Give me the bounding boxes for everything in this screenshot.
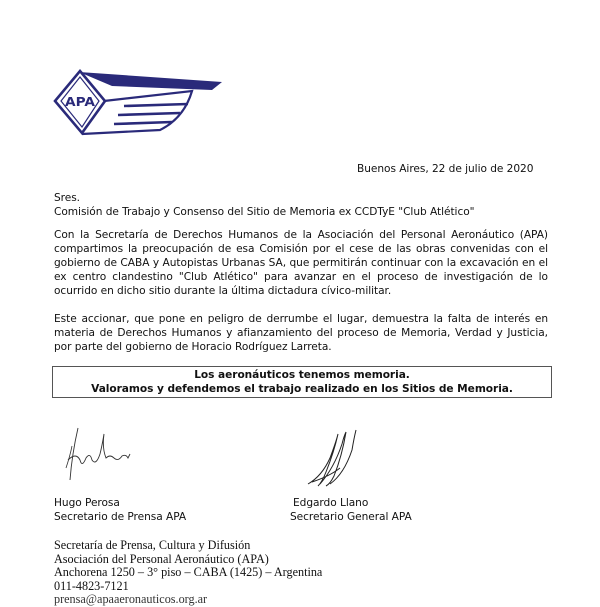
footer-department: Secretaría de Prensa, Cultura y Difusión (54, 538, 251, 552)
footer-phone: 011-4823-7121 (54, 578, 129, 593)
callout-box (52, 366, 552, 398)
letter-date: Buenos Aires, 22 de julio de 2020 (357, 163, 534, 175)
footer-organization: Asociación del Personal Aeronáutico (APA) (54, 551, 269, 566)
signatory-name: Edgardo Llano (293, 497, 369, 509)
callout-line-1: Los aeronáuticos tenemos memoria. (194, 369, 410, 381)
logo-feather-3 (114, 122, 172, 124)
signatory-title: Secretario de Prensa APA (54, 511, 187, 523)
callout-line-2: Valoramos y defendemos el trabajo realizado en los Sitios de Memoria. (91, 383, 513, 395)
signature-edgardo-llano (300, 428, 370, 490)
signatory-block (290, 496, 412, 524)
logo-feather-1 (124, 104, 188, 106)
footer-email: prensa@apaaeronauticos.org.ar (54, 592, 208, 607)
signatory-block (54, 496, 186, 524)
logo-text: APA (65, 95, 96, 109)
logo-wing-bar (79, 72, 222, 90)
signature-hugo-perosa (62, 424, 142, 484)
body-paragraph: Con la Secretaría de Derechos Humanos de la Asociación del Personal Aeronáutico (APA) compartimos la preocupación de esa Comisión por el cese de las obras convenidas con el gobierno de CABA y Autopistas Urbanas SA, que permitirán continuar con la excavación en el ex centro clandestino "Club Atlético" para avanzar en el proceso de investigación de lo ocurrido en dicho sitio durante la última dictadura cívico-militar. (54, 229, 548, 297)
apa-logo (52, 68, 227, 138)
body-paragraph: Este accionar, que pone en peligro de derrumbe el lugar, demuestra la falta de interés en materia de Derechos Humanos y afianzamiento del proceso de Memoria, Verdad y Justicia, por parte del gobierno de Horacio Rodríguez Larreta. (54, 313, 548, 353)
salutation: Sres. (54, 192, 81, 204)
signatory-name: Hugo Perosa (54, 497, 120, 509)
recipient-name: Comisión de Trabajo y Consenso del Sitio de Memoria ex CCDTyE "Club Atlético" (54, 206, 475, 218)
footer-contact (54, 539, 322, 607)
signatory-title: Secretario General APA (290, 511, 412, 523)
logo-feather-2 (118, 113, 180, 115)
recipient-block (54, 191, 474, 219)
footer-address: Anchorena 1250 – 3° piso – CABA (1425) – Argentina (54, 565, 323, 580)
